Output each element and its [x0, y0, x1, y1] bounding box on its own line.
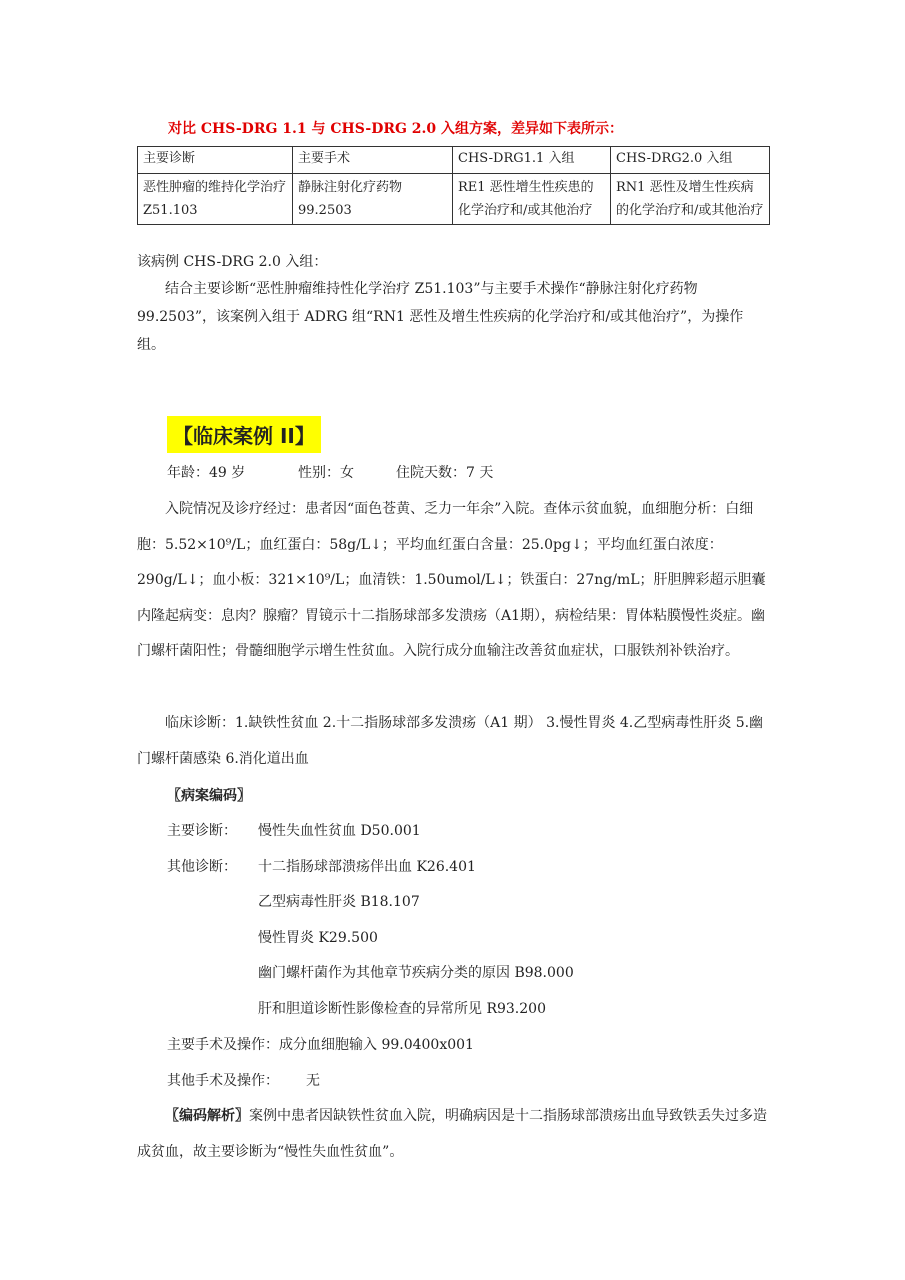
- case1-label: 该病例 CHS-DRG 2.0 入组：: [137, 254, 328, 270]
- clinical-diagnosis: 临床诊断：1.缺铁性贫血 2.十二指肠球部多发溃疡（A1 期） 3.慢性胃炎 4.乙型病毒性肝炎 5.幽门螺杆菌感染 6.消化道出血: [137, 715, 764, 767]
- cell-main-surgery: 静脉注射化疗药物 99.2503: [293, 174, 453, 225]
- cell-drg11-group: RE1 恶性增生性疾患的化学治疗和/或其他治疗: [453, 174, 611, 225]
- header-main-diagnosis: 主要诊断: [138, 147, 293, 174]
- cell-main-diagnosis: 恶性肿瘤的维持化学治疗 Z51.103: [138, 174, 293, 225]
- other-diagnosis-item: 幽门螺杆菌作为其他章节疾病分类的原因 B98.000: [258, 965, 574, 981]
- main-diagnosis-label: 主要诊断：: [167, 823, 237, 839]
- analysis-title: 〖编码解析〗: [165, 1108, 249, 1124]
- other-operation-value: 无: [306, 1073, 320, 1089]
- other-diagnosis-item: 乙型病毒性肝炎 B18.107: [258, 894, 420, 910]
- header-drg11-group: CHS-DRG1.1 入组: [453, 147, 611, 174]
- other-diagnosis-item: 肝和胆道诊断性影像检查的异常所见 R93.200: [258, 1001, 546, 1017]
- comparison-intro-heading: 对比 CHS-DRG 1.1 与 CHS-DRG 2.0 入组方案，差异如下表所示：: [168, 121, 624, 137]
- other-diagnosis-item: 十二指肠球部溃疡伴出血 K26.401: [258, 859, 476, 875]
- other-diagnosis-label: 其他诊断：: [167, 859, 237, 875]
- cell-drg20-group: RN1 恶性及增生性疾病的化学治疗和/或其他治疗: [611, 174, 770, 225]
- analysis-text: 案例中患者因缺铁性贫血入院，明确病因是十二指肠球部溃疡出血导致铁丢失过多造成贫血，故主要诊断为“慢性失血性贫血”。: [137, 1108, 767, 1160]
- patient-age: 年龄：49 岁: [167, 465, 246, 481]
- admission-paragraph: 入院情况及诊疗经过：患者因“面色苍黄、乏力一年余”入院。查体示贫血貌，血细胞分析：白细胞：5.52×10⁹/L；血红蛋白：58g/L↓；平均血红蛋白含量：25.0pg↓；平均血红蛋白浓度：290g/L↓；血小板：321×10⁹/L；血清铁：1.50umol/L↓；铁蛋白：27ng/mL；肝胆脾彩超示胆囊内隆起病变：息肉？腺瘤？胃镜示十二指肠球部多发溃疡（A1期），病检结果：胃体粘膜慢性炎症。幽门螺杆菌阳性；骨髓细胞学示增生性贫血。入院行成分血输注改善贫血症状，口服铁剂补铁治疗。: [137, 501, 766, 659]
- coding-title: 〖病案编码〗: [167, 788, 251, 804]
- other-operation-label: 其他手术及操作：: [167, 1073, 279, 1089]
- main-diagnosis-value: 慢性失血性贫血 D50.001: [258, 823, 421, 839]
- header-main-surgery: 主要手术: [293, 147, 453, 174]
- case1-explanation: 结合主要诊断“恶性肿瘤维持性化学治疗 Z51.103”与主要手术操作“静脉注射化疗药物 99.2503”，该案例入组于 ADRG 组“RN1 恶性及增生性疾病的化学治疗和/或其他治疗”，为操作组。: [137, 281, 744, 353]
- section-title: 【临床案例 II】: [167, 416, 321, 453]
- analysis-paragraph: [137, 1099, 769, 1170]
- table-row: [138, 174, 770, 225]
- drg-comparison-table: [137, 146, 770, 225]
- main-operation: 主要手术及操作：成分血细胞输入 99.0400x001: [167, 1037, 474, 1053]
- header-drg20-group: CHS-DRG2.0 入组: [611, 147, 770, 174]
- patient-stay: 住院天数：7 天: [396, 465, 494, 481]
- patient-sex: 性别：女: [298, 465, 354, 481]
- table-header-row: [138, 147, 770, 174]
- other-diagnosis-item: 慢性胃炎 K29.500: [258, 930, 378, 946]
